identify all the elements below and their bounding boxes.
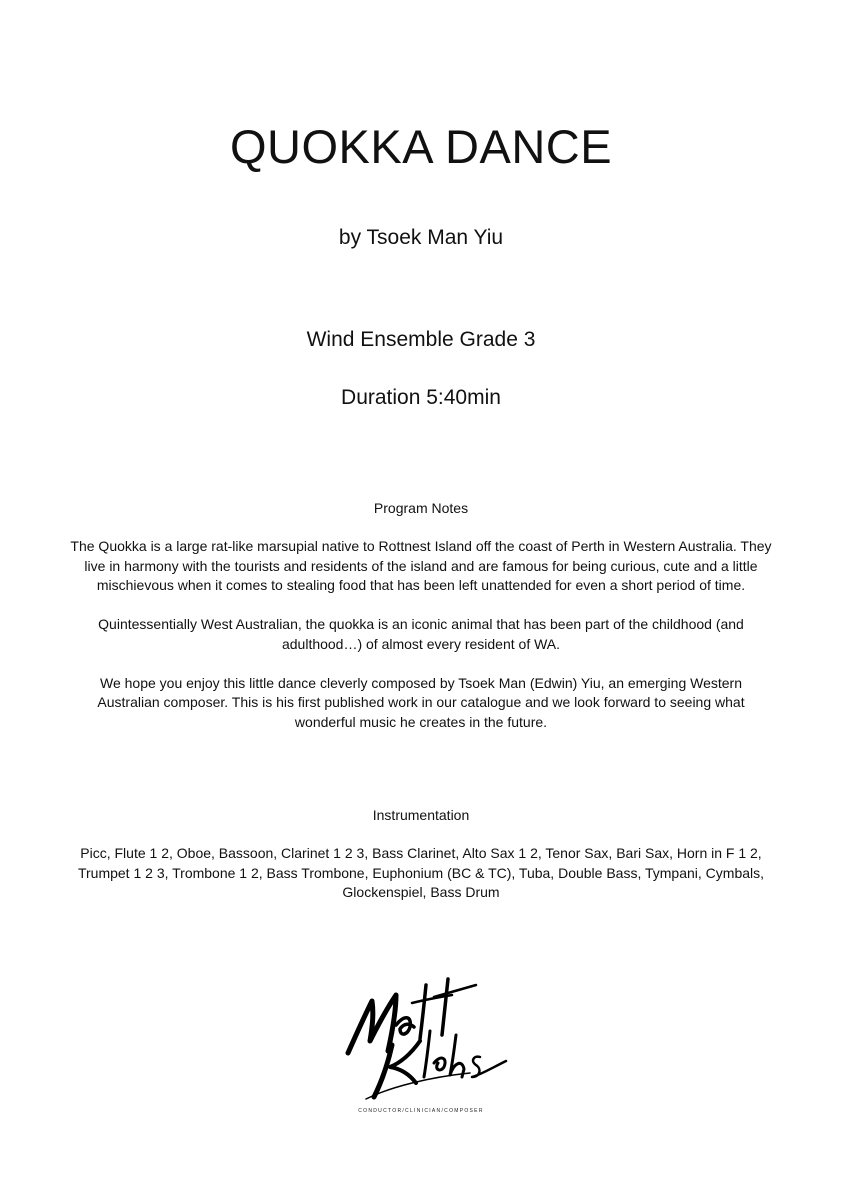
program-notes-heading: Program Notes	[373, 500, 469, 516]
duration: Duration 5:40min	[341, 386, 501, 409]
composer-byline: by Tsoek Man Yiu	[338, 226, 504, 249]
program-notes-paragraph: We hope you enjoy this little dance cleverly composed by Tsoek Man (Edwin) Yiu, an emerging Western Australian composer. This is his first published work in our catalogue and we look forward to seeing what wonderful music he creates in the future.	[97, 674, 745, 730]
instrumentation-list: Picc, Flute 1 2, Oboe, Bassoon, Clarinet 1 2 3, Bass Clarinet, Alto Sax 1 2, Tenor Sax, Bari Sax, Horn in F 1 2, Trumpet 1 2 3, Trombone 1 2, Bass Trombone, Euphonium (BC & TC), Tuba, Double Bass, Tympani, Cymbals, Glockenspiel, Bass Drum	[77, 845, 765, 900]
program-notes-body	[70, 537, 772, 752]
instrumentation-heading: Instrumentation	[372, 807, 470, 823]
program-notes-paragraph: The Quokka is a large rat-like marsupial native to Rottnest Island off the coast of Perth in Western Australia. They live in harmony with the tourists and residents of the island and are famous for being curious, cute and a little mischievous when it comes to stealing food that has been left unattended for even a short period of time.	[70, 538, 772, 593]
piece-title: QUOKKA DANCE	[229, 120, 613, 173]
program-notes-paragraph: Quintessentially West Australian, the quokka is an iconic animal that has been part of the childhood (and adulthood…) of almost every resident of WA.	[98, 616, 744, 652]
signature-logo	[330, 965, 520, 1125]
ensemble-grade: Wind Ensemble Grade 3	[306, 328, 536, 351]
logo-caption: CONDUCTOR/CLINICIAN/COMPOSER	[358, 1108, 484, 1114]
